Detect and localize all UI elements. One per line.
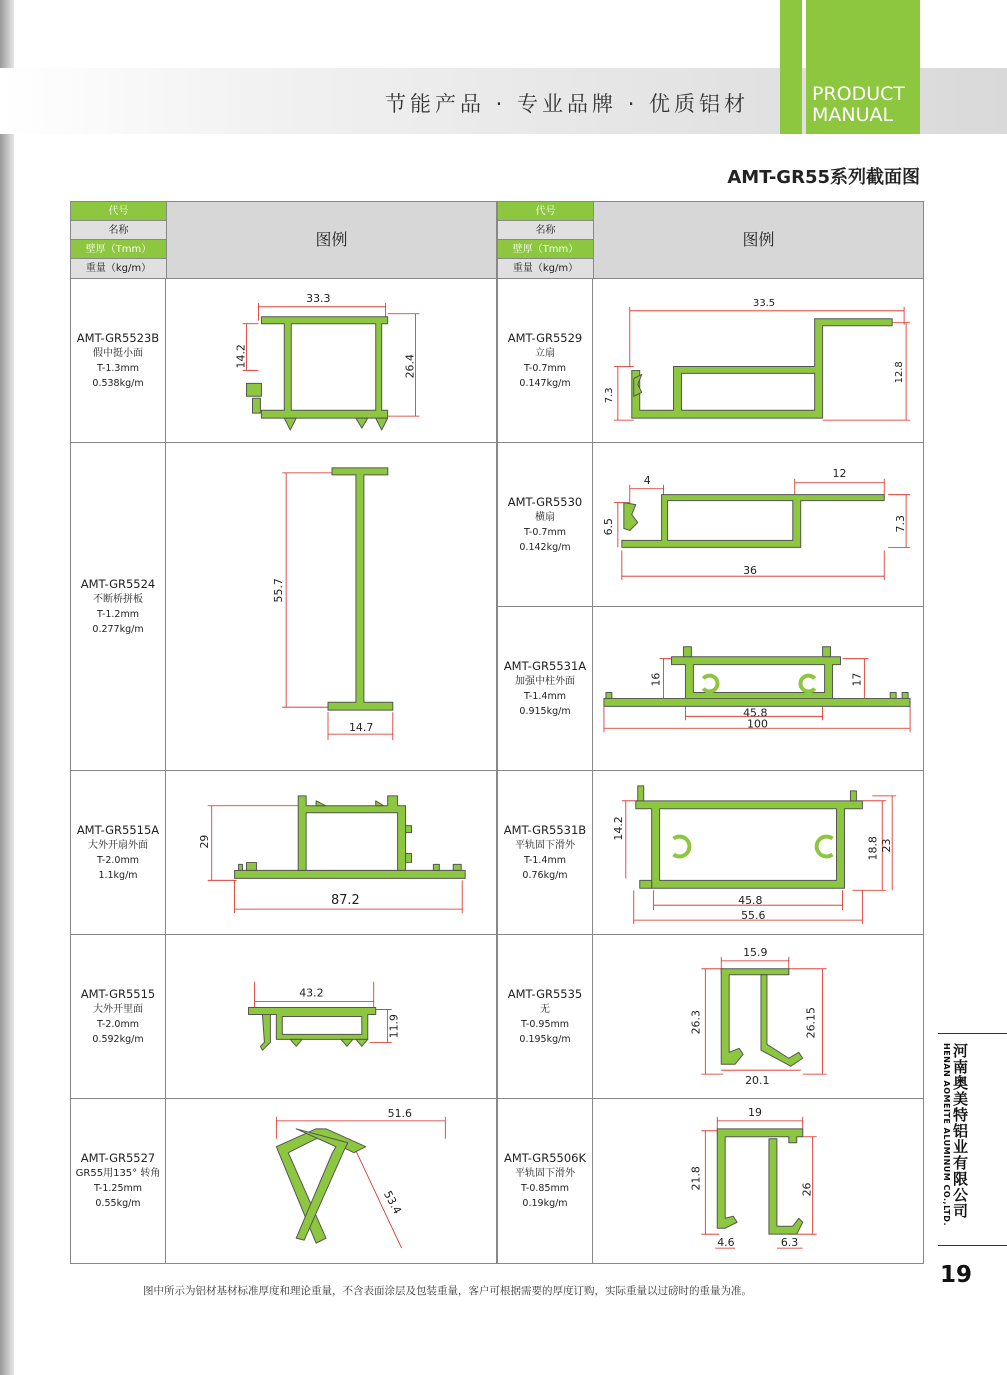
dim-label: 16	[649, 672, 663, 687]
profile-info	[71, 1099, 166, 1263]
header-thickness: 壁厚（Tmm）	[498, 240, 593, 259]
profile-weight: 0.19kg/m	[522, 1198, 568, 1209]
profile-drawing	[166, 443, 496, 770]
profile-thickness: T-1.4mm	[524, 690, 566, 702]
dim-label: 100	[747, 717, 768, 731]
profile-weight: 0.147kg/m	[519, 377, 571, 389]
dim-label: 12	[832, 466, 847, 480]
dim-label: 12.8	[894, 361, 906, 384]
profile-svg	[593, 771, 923, 934]
dim-label: 26.3	[689, 1010, 703, 1035]
profile-code: AMT-GR5506K	[503, 1151, 587, 1165]
profile-code: AMT-GR5527	[80, 1151, 156, 1165]
profile-drawing	[166, 1099, 496, 1263]
profile-name: 不断桥拼板	[93, 593, 143, 605]
header-name: 名称	[498, 221, 593, 240]
page-edge-shade	[0, 0, 14, 1375]
dim-label: 15.9	[743, 945, 768, 959]
table-row	[71, 1098, 496, 1263]
dim-label: 18.8	[866, 836, 880, 861]
dim-label: 23	[880, 838, 894, 853]
profile-code: AMT-GR5524	[80, 576, 156, 591]
table-row	[498, 606, 923, 770]
profile-name: GR55用135° 转角	[75, 1168, 161, 1179]
table-row	[71, 442, 496, 770]
profile-name: 横扇	[535, 511, 555, 523]
profile-svg	[593, 279, 923, 442]
profile-code: AMT-GR5530	[507, 494, 583, 509]
dim-label: 20.1	[745, 1074, 770, 1088]
dim-label: 55.6	[741, 909, 766, 923]
profile-weight: 0.142kg/m	[519, 541, 571, 553]
profile-code: AMT-GR5535	[507, 986, 583, 1001]
profile-svg	[593, 607, 923, 770]
profile-name: 加强中柱外面	[515, 675, 575, 687]
profile-name: 立扇	[535, 347, 555, 359]
profile-code: AMT-GR5515A	[76, 822, 160, 837]
profile-weight: 0.277kg/m	[92, 623, 144, 635]
profile-name: 大外开里面	[93, 1003, 143, 1015]
footnote: 图中所示为铝材基材标准厚度和理论重量，不含表面涂层及包装重量，客户可根据需要的厚度订购，实际重量以过磅时的重量为准。	[143, 1285, 752, 1297]
dim-label: 55.7	[272, 578, 286, 603]
divider	[938, 1245, 1007, 1246]
profile-thickness: T-0.7mm	[524, 362, 566, 374]
profile-name: 平轨固下滑外	[515, 839, 575, 851]
dim-label: 7.3	[603, 387, 615, 404]
badge-line-1: PRODUCT	[812, 83, 906, 105]
header-accent-bar	[780, 0, 802, 134]
profile-svg	[593, 1099, 923, 1263]
profile-svg	[166, 935, 496, 1098]
profile-thickness: T-1.25mm	[93, 1183, 143, 1194]
profile-thickness: T-0.85mm	[520, 1183, 570, 1194]
profile-drawing	[593, 607, 923, 770]
header-legend: 图例	[166, 202, 496, 278]
dim-label: 4	[643, 473, 651, 487]
profile-name: 无	[540, 1003, 550, 1015]
table-row	[71, 770, 496, 934]
profile-weight: 0.538kg/m	[92, 377, 144, 389]
dim-label: 43.2	[299, 986, 324, 1000]
table-row	[71, 278, 496, 442]
page-number: 19	[940, 1262, 973, 1288]
dim-label: 26.15	[804, 1007, 818, 1039]
profile-name: 假中挺小面	[93, 347, 143, 359]
table-row	[498, 770, 923, 934]
dim-label: 4.6	[717, 1236, 735, 1250]
profile-weight: 0.55kg/m	[95, 1198, 141, 1209]
dim-label: 53.4	[381, 1188, 404, 1217]
profile-code: AMT-GR5529	[507, 330, 583, 345]
profile-svg	[166, 1099, 496, 1263]
table-row	[498, 278, 923, 442]
dim-label: 45.8	[738, 894, 763, 908]
dim-label: 14.7	[348, 721, 374, 735]
profile-svg	[166, 279, 496, 442]
profile-info	[71, 279, 166, 442]
dim-label: 21.8	[689, 1166, 703, 1191]
profile-thickness: T-1.2mm	[97, 608, 139, 620]
dim-label: 7.3	[894, 515, 908, 533]
company-name-cn: 河南奥美特铝业有限公司	[951, 1043, 969, 1219]
profile-drawing	[593, 279, 923, 442]
profile-code: AMT-GR5531A	[503, 658, 587, 673]
table-row	[498, 442, 923, 606]
dim-label: 45.8	[743, 706, 768, 720]
table-row	[71, 934, 496, 1098]
product-manual-label	[812, 84, 905, 126]
table-row	[498, 934, 923, 1098]
profile-info	[71, 935, 166, 1098]
left-profile-table	[70, 201, 497, 1264]
profile-thickness: T-2.0mm	[97, 854, 139, 866]
dim-label: 26	[800, 1182, 814, 1197]
profile-info	[498, 443, 593, 606]
header-legend: 图例	[593, 202, 923, 278]
header-thickness: 壁厚（Tmm）	[71, 240, 166, 259]
table-row	[498, 1098, 923, 1263]
dim-label: 33.5	[753, 297, 776, 309]
profile-info	[498, 279, 593, 442]
profile-name: 大外开扇外面	[88, 839, 148, 851]
header-code: 代号	[71, 202, 166, 221]
profile-thickness: T-0.95mm	[520, 1018, 570, 1030]
profile-info	[498, 935, 593, 1098]
company-name-en: HENAN AOMEITE ALUMINUM CO.,LTD.	[942, 1043, 951, 1226]
divider	[938, 1033, 1007, 1034]
profile-code: AMT-GR5515	[80, 986, 156, 1001]
profile-thickness: T-0.7mm	[524, 526, 566, 538]
dim-label: 26.4	[403, 354, 417, 379]
badge-line-2: MANUAL	[812, 104, 894, 126]
dim-label: 36	[743, 564, 757, 578]
profile-svg	[166, 771, 496, 934]
profile-drawing	[593, 935, 923, 1098]
profile-thickness: T-1.4mm	[524, 854, 566, 866]
profile-drawing	[166, 279, 496, 442]
profile-info	[498, 607, 593, 770]
profile-info	[498, 771, 593, 934]
profile-info	[498, 1099, 593, 1263]
profile-drawing	[593, 1099, 923, 1263]
profile-name: 平轨固下滑外	[515, 1168, 575, 1179]
profile-svg	[593, 935, 923, 1098]
header-slogan: 节能产品 · 专业品牌 · 优质铝材	[385, 92, 750, 116]
profile-svg	[166, 443, 496, 770]
profile-drawing	[593, 771, 923, 934]
dim-label: 14.2	[234, 344, 248, 369]
dim-label: 19	[748, 1105, 762, 1119]
dim-label: 17	[850, 672, 864, 687]
header-weight: 重量（kg/m）	[71, 259, 166, 278]
profile-code: AMT-GR5531B	[503, 822, 587, 837]
dim-label: 87.2	[331, 893, 360, 909]
profile-info	[71, 443, 166, 770]
header-code: 代号	[498, 202, 593, 221]
profile-weight: 1.1kg/m	[98, 869, 138, 881]
dim-label: 29	[197, 834, 211, 849]
dim-label: 51.6	[387, 1106, 412, 1120]
profile-drawing	[593, 443, 923, 606]
profile-code: AMT-GR5523B	[76, 330, 160, 345]
dim-label: 6.3	[780, 1236, 799, 1250]
profile-drawing	[166, 935, 496, 1098]
dim-label: 14.2	[611, 816, 625, 841]
dim-label: 6.5	[601, 518, 615, 536]
profile-info	[71, 771, 166, 934]
profile-thickness: T-2.0mm	[97, 1018, 139, 1030]
profile-weight: 0.592kg/m	[92, 1033, 144, 1045]
header-weight: 重量（kg/m）	[498, 259, 593, 278]
profile-weight: 0.76kg/m	[522, 869, 568, 881]
series-title: AMT-GR55系列截面图	[727, 167, 920, 188]
profile-weight: 0.195kg/m	[519, 1033, 571, 1045]
header-name: 名称	[71, 221, 166, 240]
profile-svg	[593, 443, 923, 606]
profile-drawing	[166, 771, 496, 934]
dim-label: 11.9	[387, 1014, 401, 1039]
dim-label: 33.3	[306, 291, 331, 305]
right-profile-table	[497, 201, 924, 1264]
profile-weight: 0.915kg/m	[519, 705, 571, 717]
profile-thickness: T-1.3mm	[97, 362, 139, 374]
